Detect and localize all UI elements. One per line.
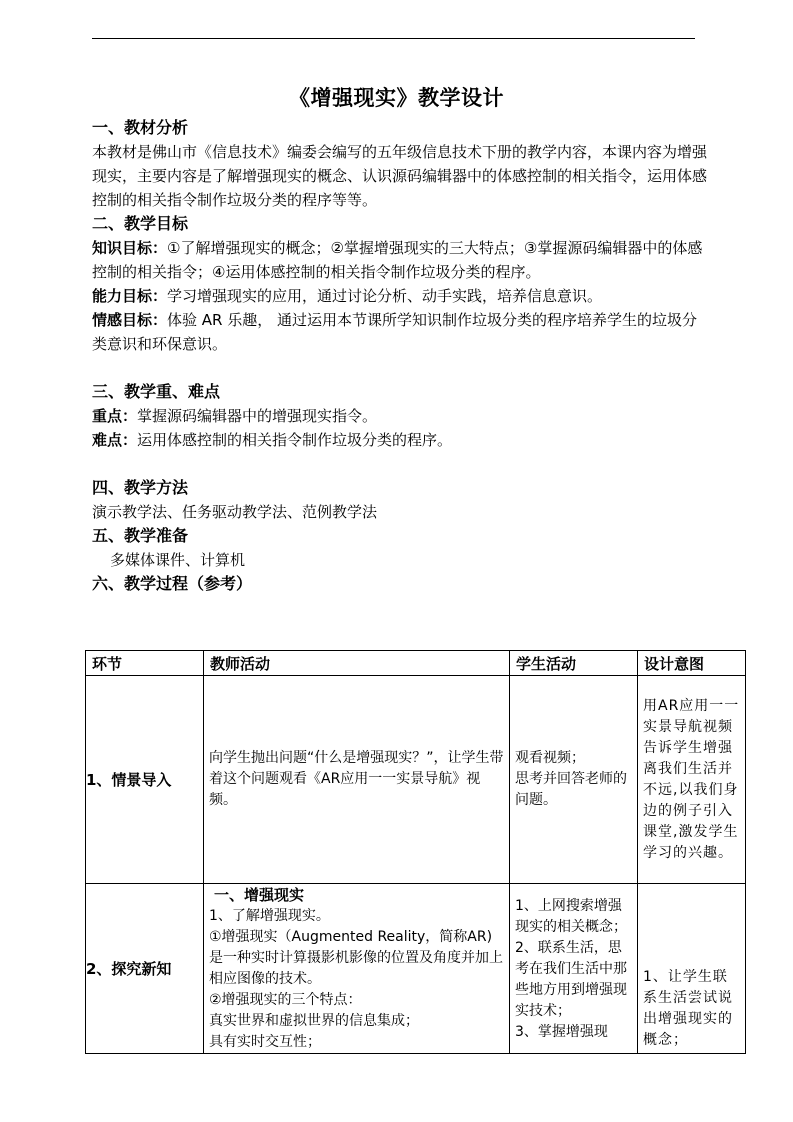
section-heading-preparation: 五、教学准备	[92, 526, 189, 545]
design-intent-cell	[638, 884, 746, 1054]
teaching-process-table	[85, 650, 746, 1054]
ability-objective-label: 能力目标：	[92, 287, 168, 305]
student-activity-cell	[510, 676, 638, 884]
difficulty-text: 运用体感控制的相关指令制作垃圾分类的程序。	[137, 431, 453, 449]
design-intent-text: 用AR应用一一实景导航视频告诉学生增强离我们生活并不远,以我们身边的例子引入课堂,激发学生学习的兴趣。	[643, 697, 740, 861]
document-body	[92, 116, 707, 596]
knowledge-objective	[92, 236, 707, 284]
materials-paragraph: 本教材是佛山市《信息技术》编委会编写的五年级信息技术下册的教学内容，本课内容为增强现实，主要内容是了解增强现实的概念、认识源码编辑器中的体感控制的相关指令，运用体感控制的相关指令制作垃圾分类的程序等等。	[92, 143, 708, 209]
column-header-teacher: 教师活动	[204, 651, 510, 676]
knowledge-objective-label: 知识目标：	[92, 239, 168, 257]
section-heading-objectives: 二、教学目标	[92, 214, 189, 233]
column-header-student: 学生活动	[510, 651, 638, 676]
section-heading-materials: 一、教材分析	[92, 118, 189, 137]
document-title: 《增强现实》教学设计	[289, 86, 504, 110]
column-header-stage: 环节	[86, 651, 204, 676]
ability-objective	[92, 284, 707, 308]
column-header-intent: 设计意图	[638, 651, 746, 676]
section-heading-process: 六、教学过程（参考）	[92, 574, 253, 593]
difficulty-label: 难点：	[92, 431, 138, 449]
stage-cell: 2、探究新知	[86, 884, 204, 1054]
design-intent-text: 1、让学生联系生活尝试说出增强现实的概念；	[643, 969, 733, 1048]
spacer	[92, 452, 707, 476]
focus-text: 掌握源码编辑器中的增强现实指令。	[137, 407, 378, 425]
student-activity-text: 观看视频； 思考并回答老师的问题。	[515, 750, 627, 808]
table-row	[86, 676, 746, 884]
emotion-objective	[92, 308, 707, 356]
student-activity-text: 1、上网搜索增强现实的相关概念； 2、联系生活，思考在我们生活中那些地方用到增强现实技术； 3、掌握增强现	[515, 898, 627, 1040]
header-rule	[92, 38, 695, 39]
emotion-objective-text: 体验 AR 乐趣， 通过运用本节课所学知识制作垃圾分类的程序培养学生的垃圾分类意识和环保意识。	[92, 311, 698, 353]
teacher-activity-text: 1、了解增强现实。 ①增强现实（Augmented Reality，简称AR)是一种实时计算摄影机影像的位置及角度并加上相应图像的技术。 ②增强现实的三个特点： 真实世界和虚拟世界的信息集成； 具有实时交互性；	[209, 907, 503, 1050]
focus-label: 重点：	[92, 407, 138, 425]
methods-text: 演示教学法、任务驱动教学法、范例教学法	[92, 503, 378, 521]
table-row	[86, 884, 746, 1054]
ability-objective-text: 学习增强现实的应用，通过讨论分析、动手实践，培养信息意识。	[167, 287, 603, 305]
teacher-activity-heading: 一、增强现实	[214, 885, 305, 904]
stage-cell: 1、情景导入	[86, 676, 204, 884]
section-heading-key-points: 三、教学重、难点	[92, 382, 221, 401]
knowledge-objective-text: ①了解增强现实的概念；②掌握增强现实的三大特点；③掌握源码编辑器中的体感控制的相关指令；④运用体感控制的相关指令制作垃圾分类的程序。	[92, 239, 703, 281]
preparation-text: 多媒体课件、计算机	[110, 551, 246, 569]
teacher-activity-cell	[204, 884, 510, 1054]
spacer	[92, 356, 707, 380]
teacher-activity-cell	[204, 676, 510, 884]
focus-point	[92, 404, 707, 428]
teacher-activity-text: 向学生抛出问题“什么是增强现实？”，让学生带着这个问题观看《AR应用一一实景导航》视频。	[209, 750, 504, 808]
emotion-objective-label: 情感目标：	[92, 311, 168, 329]
section-heading-methods: 四、教学方法	[92, 478, 189, 497]
difficulty-point	[92, 428, 707, 452]
design-intent-cell	[638, 676, 746, 884]
table-header-row	[86, 651, 746, 676]
student-activity-cell	[510, 884, 638, 1054]
